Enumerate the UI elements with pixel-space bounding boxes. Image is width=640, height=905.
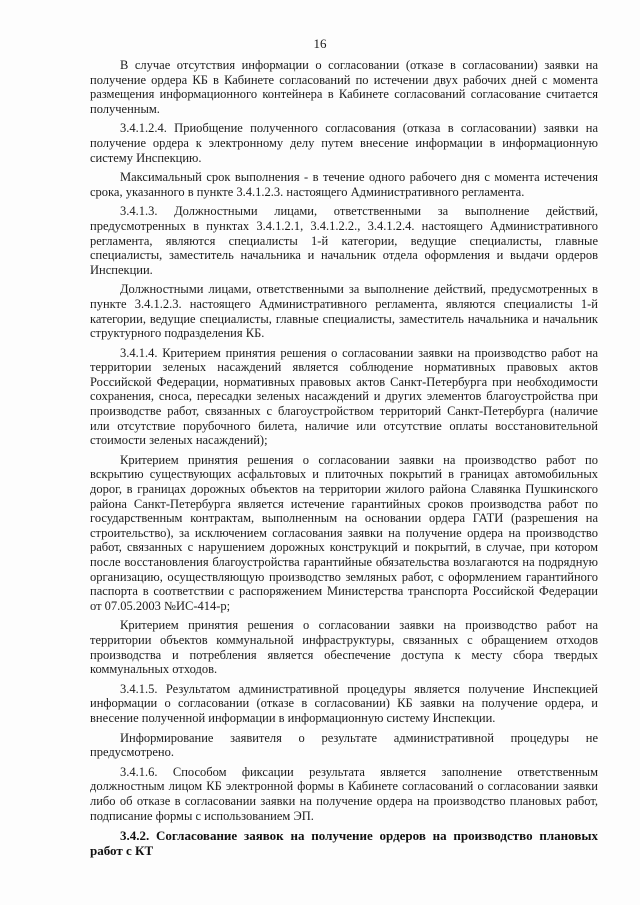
paragraph: 3.4.1.2.4. Приобщение полученного согласования (отказа в согласовании) заявки на получение ордера к электронному делу путем внесение информации в информационную систему Инспекцию. (90, 121, 598, 165)
paragraph: 3.4.1.5. Результатом административной процедуры является получение Инспекцией информации о согласовании (отказе в согласовании) КБ заявки на получение ордера, и внесение полученной информации в информационную систему Инспекции. (90, 681, 598, 725)
document-body (90, 58, 598, 828)
paragraph: Должностными лицами, ответственными за выполнение действий, предусмотренных в пункте 3.4.1.2.3. настоящего Административного регламента, являются специалисты 1-й категории, ведущие специалисты, главные специалисты, заместитель начальника и начальник структурного подразделения КБ. (90, 282, 598, 341)
paragraph: 3.4.1.3. Должностными лицами, ответственными за выполнение действий, предусмотренных в пунктах 3.4.1.2.1, 3.4.1.2.2., 3.4.1.2.4. настоящего Административного регламента, являются специалисты 1-й категории, ведущие специалисты, главные специалисты, заместитель начальника и начальник отдела оформления и выдачи ордеров Инспекции. (90, 204, 598, 277)
paragraph: Максимальный срок выполнения - в течение одного рабочего дня с момента истечения срока, указанного в пункте 3.4.1.2.3. настоящего Административного регламента. (90, 170, 598, 199)
paragraph: Информирование заявителя о результате административной процедуры не предусмотрено. (90, 730, 598, 760)
paragraph: В случае отсутствия информации о согласовании (отказе в согласовании) заявки на получение ордера КБ в Кабинете согласований по истечении двух рабочих дней с момента размещения информационного контейнера в Кабинете согласований согласование считается полученным. (90, 58, 598, 116)
section-heading: 3.4.2. Согласование заявок на получение ордеров на производство плановых работ с КТ (90, 828, 598, 858)
paragraph: Критерием принятия решения о согласовании заявки на производство работ по вскрытию существующих асфальтовых и плиточных покрытий в границах автомобильных дорог, в границах дорожных объектов на территории жилого района Славянка Пушкинского района Санкт-Петербурга является истечение гарантийных сроков производства работ по государственным контрактам, выполненным на основании ордера ГАТИ (разрешения на строительство), за исключением согласования заявки на получение ордера на производство работ, связанных с нарушением дорожных конструкций и покрытий, в случае, при котором после восстановления благоустройства гарантийные обязательства возлагаются на подрядную организацию, осуществляющую производство земляных работ, с оформлением гарантийного паспорта в соответствии с распоряжением Министерства транспорта Российской Федерации от 07.05.2003 №ИС-414-р; (90, 452, 598, 613)
paragraph: Критерием принятия решения о согласовании заявки на производство работ на территории объектов коммунальной инфраструктуры, связанных с обращением отходов производства и потребления является обеспечение доступа к месту сбора твердых коммунальных отходов. (90, 618, 598, 677)
page-number: 16 (313, 36, 327, 51)
paragraph: 3.4.1.4. Критерием принятия решения о согласовании заявки на производство работ на территории зеленых насаждений является соблюдение нормативных правовых актов Российской Федерации, нормативных правовых актов Санкт-Петербурга при необходимости сохранения, сноса, пересадки зеленых насаждений и других элементов благоустройства при производстве работ, связанных с благоустройством территорий Санкт-Петербурга (наличие или отсутствие порубочного билета, наличие или отсутствие оплаты восстановительной стоимости зеленых насаждений); (90, 345, 598, 448)
paragraph: 3.4.1.6. Способом фиксации результата является заполнение ответственным должностным лицом КБ электронной формы в Кабинете согласований о согласовании заявки либо об отказе в согласовании заявки на получение ордера на производство плановых работ, подписание формы с использованием ЭП. (90, 764, 598, 823)
